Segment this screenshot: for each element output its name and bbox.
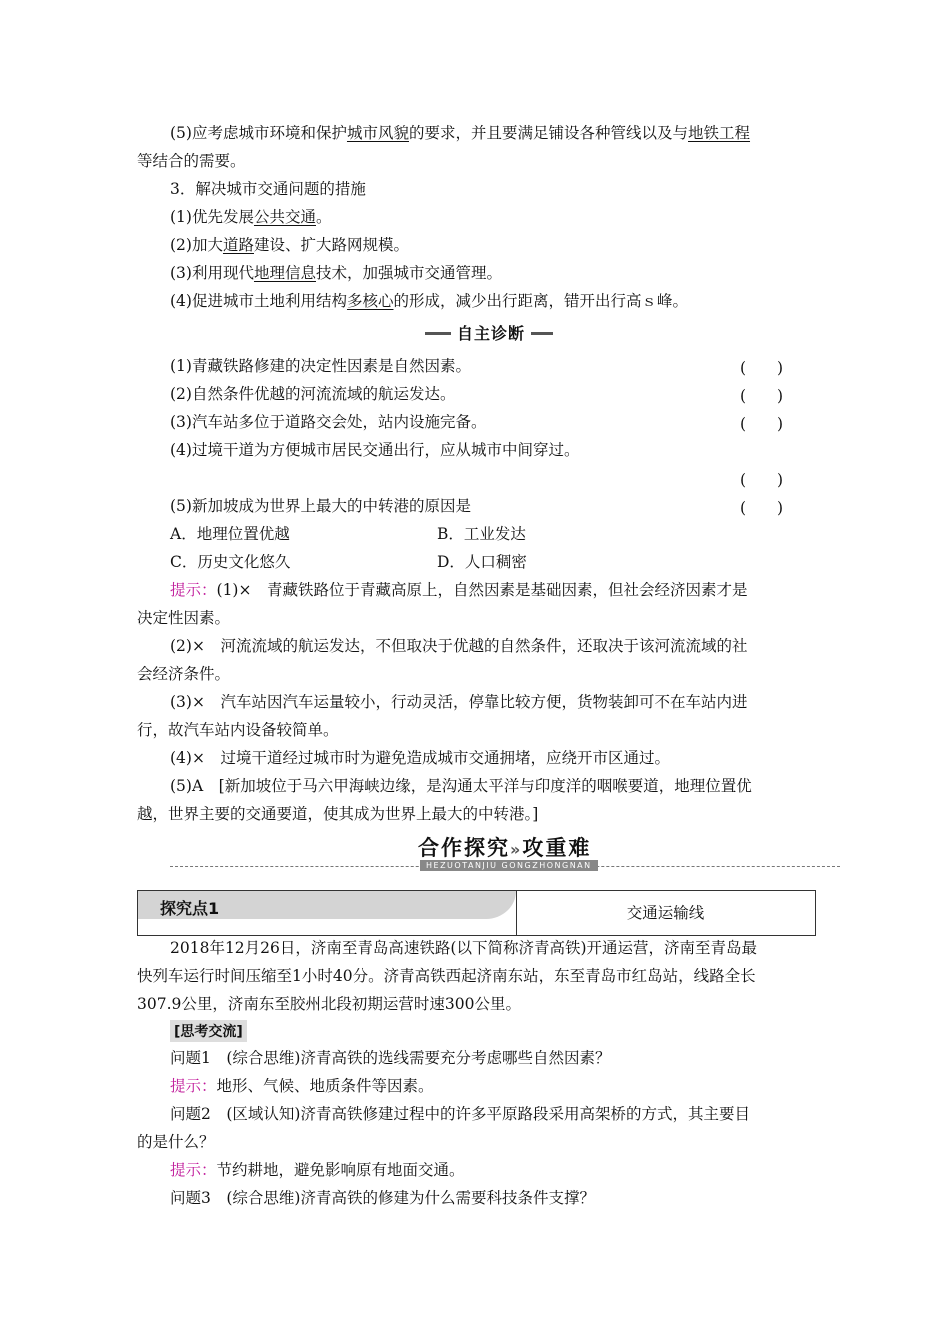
option-a: A．地理位置优越 [170,525,290,543]
answer-4: (4)× 过境干道经过城市时为避免造成城市交通拥堵，应绕开市区通过。 [170,749,670,767]
measure-item-5-line2: 等结合的需要。 [137,152,246,170]
diagnosis-question-2: (2)自然条件优越的河流流域的航运发达。 [170,385,456,403]
measure-3: (3)利用现代地理信息技术，加强城市交通管理。 [170,264,502,282]
option-b: B．工业发达 [437,525,526,543]
banner-label: 自主诊断 [451,321,531,344]
case-text-line3: 307.9公里，济南东至胶州北段初期运营时速300公里。 [137,995,521,1013]
underlined-term: 多核心 [346,292,394,310]
answer-1-line2: 决定性因素。 [137,609,231,627]
measure-item-5-line1: (5)应考虑城市环境和保护城市风貌的要求，并且要满足铺设各种管线以及与地铁工程 [170,124,751,142]
measure-2: (2)加大道路建设、扩大路网规模。 [170,236,409,254]
cooperative-inquiry-header [170,832,840,872]
question-2-line2: 的是什么？ [137,1133,215,1151]
answer-1-line1: 提示：(1)× 青藏铁路位于青藏高原上，自然因素是基础因素，但社会经济因素才是 [170,581,748,599]
option-d: D．人口稠密 [437,553,527,571]
question-1: 问题1 (综合思维)济青高铁的选线需要充分考虑哪些自然因素？ [170,1049,611,1067]
case-text-line1: 2018年12月26日，济南至青岛高速铁路(以下简称济青高铁)开通运营，济南至青岛最 [170,939,757,957]
hint-label: 提示： [170,1161,217,1179]
option-c: C．历史文化悠久 [170,553,291,571]
answer-blank: ( ) [740,471,784,489]
underlined-term: 城市风貌 [346,124,409,142]
answer-2-line2: 会经济条件。 [137,665,231,683]
hint-label: 提示： [170,581,217,599]
diagnosis-question-4: (4)过境干道为方便城市居民交通出行，应从城市中间穿过。 [170,441,580,459]
answer-2-line1: (2)× 河流流域的航运发达，不但取决于优越的自然条件，还取决于该河流流域的社 [170,637,748,655]
measure-1: (1)优先发展公共交通。 [170,208,332,226]
underlined-term: 公共交通 [253,208,316,226]
answer-blank: ( ) [740,359,784,377]
question-2-line1: 问题2 (区域认知)济青高铁修建过程中的许多平原路段采用高架桥的方式，其主要目 [170,1105,750,1123]
explore-topic: 交通运输线 [626,904,705,922]
measure-4: (4)促进城市土地利用结构多核心的形成，减少出行距离，错开出行高ｓ峰。 [170,292,688,310]
case-text-line2: 快列车运行时间压缩至1小时40分。济青高铁西起济南东站，东至青岛市红岛站，线路全长 [137,967,756,985]
self-diagnosis-banner [425,322,553,344]
explore-tab-label: 探究点1 [160,899,220,918]
underlined-term: 地铁工程 [688,124,751,142]
answer-blank: ( ) [740,499,784,517]
section-heading-3: 3．解决城市交通问题的措施 [170,180,366,198]
answer-3-line2: 行，故汽车站内设备较简单。 [137,721,339,739]
explore-point-box [137,890,816,936]
diagnosis-question-3: (3)汽车站多位于道路交会处，站内设施完备。 [170,413,487,431]
hint-2: 提示：节约耕地，避免影响原有地面交通。 [170,1161,465,1179]
diagnosis-question-1: (1)青藏铁路修建的决定性因素是自然因素。 [170,357,471,375]
question-3: 问题3 (综合思维)济青高铁的修建为什么需要科技条件支撑？ [170,1189,595,1207]
section-subtitle: HEZUOTANJIU GONGZHONGNAN [420,860,598,871]
answer-5-line2: 越，世界主要的交通要道，使其成为世界上最大的中转港。] [137,805,539,823]
hint-label: 提示： [170,1077,217,1095]
answer-blank: ( ) [740,387,784,405]
section-title: 合作探究»攻重难 [412,832,597,862]
think-exchange-tag: [思考交流] [170,1020,247,1042]
answer-5-line1: (5)A [新加坡位于马六甲海峡边缘，是沟通太平洋与印度洋的咽喉要道，地理位置优 [170,777,752,795]
answer-3-line1: (3)× 汽车站因汽车运量较小，行动灵活，停靠比较方便，货物装卸可不在车站内进 [170,693,748,711]
diagnosis-question-5: (5)新加坡成为世界上最大的中转港的原因是 [170,497,471,515]
arrow-icon: » [510,840,523,859]
underlined-term: 道路 [222,236,254,254]
underlined-term: 地理信息 [253,264,316,282]
answer-blank: ( ) [740,415,784,433]
hint-1: 提示：地形、气候、地质条件等因素。 [170,1077,434,1095]
